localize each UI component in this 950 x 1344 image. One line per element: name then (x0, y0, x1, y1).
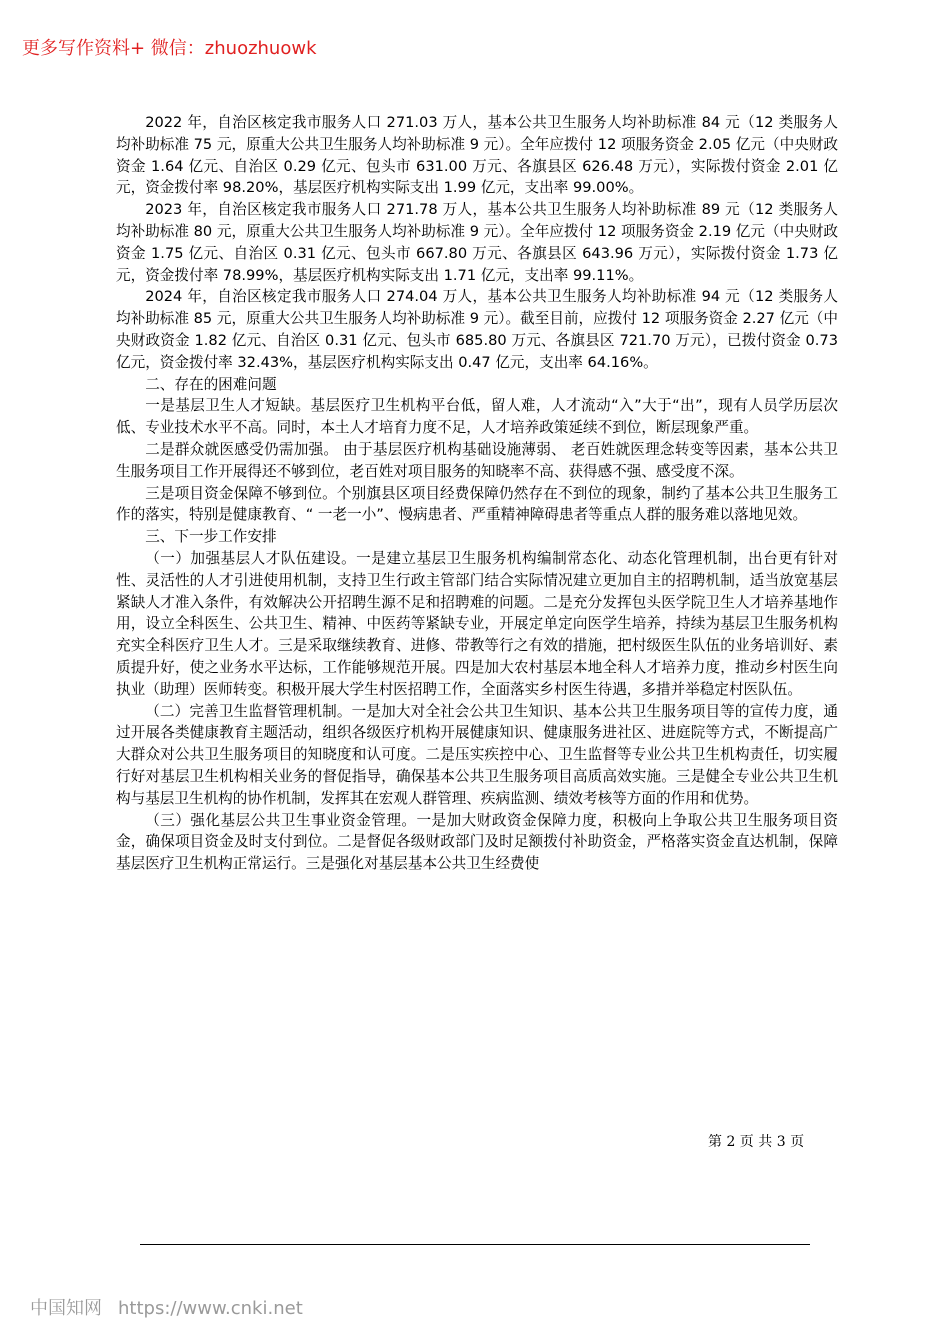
paragraph-problem-perception: 二是群众就医感受仍需加强。 由于基层医疗机构基础设施薄弱、 老百姓就医理念转变等因素，基本公共卫生服务项目工作开展得还不够到位，老百姓对项目服务的知晓率不高、获得感不强、感受度不深。 (116, 440, 838, 480)
section-heading-problems: 二、存在的困难问题 (145, 375, 277, 393)
paragraph-problem-talent: 一是基层卫生人才短缺。基层医疗卫生机构平台低，留人难，人才流动“入”大于“出”，现有人员学历层次低、专业技术水平不高。同时，本土人才培育力度不足，人才培养政策延续不到位，断层现象严重。 (116, 397, 838, 437)
paragraph-2024-funding: 2024 年，自治区核定我市服务人口 274.04 万人，基本公共卫生服务人均补助标准 94 元（12 类服务人均补助标准 85 元，原重大公共卫生服务人均补助标准 9 元）。截至目前，应拨付 12 项服务资金 2.27 亿元（中央财政资金 1.82 亿元、自治区 0.31 亿元、包头市 685.80 万元、各旗县区 721.70 万元），已拨付资金 0.73 亿元，资金拨付率 32.43%，基层医疗机构实际支出 0.47 亿元，支出率 64.16%。 (116, 288, 838, 371)
paragraph-2023-funding: 2023 年，自治区核定我市服务人口 271.78 万人，基本公共卫生服务人均补助标准 89 元（12 类服务人均补助标准 80 元，原重大公共卫生服务人均补助标准 9 元）。全年应拨付 12 项服务资金 2.19 亿元（中央财政资金 1.75 亿元、自治区 0.31 亿元、包头市 667.80 万元、各旗县区 643.96 万元），实际拨付资金 1.73 亿元，资金拨付率 78.99%，基层医疗机构实际支出 1.71 亿元，支出率 99.11%。 (116, 201, 838, 284)
paragraph-next-step-talent: （一）加强基层人才队伍建设。一是建立基层卫生服务机构编制常态化、动态化管理机制，出台更有针对性、灵活性的人才引进使用机制，支持卫生行政主管部门结合实际情况建立更加自主的招聘机制，适当放宽基层紧缺人才准入条件，有效解决公开招聘生源不足和招聘难的问题。二是充分发挥包头医学院卫生人才培养基地作用，设立全科医生、公共卫生、精神、中医药等紧缺专业，开展定单定向医学生培养，持续为基层卫生服务机构充实全科医疗卫生人才。三是采取继续教育、进修、带教等行之有效的措施，把村级医生队伍的业务培训好、素质提升好，使之业务水平达标，工作能够规范开展。四是加大农村基层本地全科人才培养力度，推动乡村医生向执业（助理）医师转变。积极开展大学生村医招聘工作，全面落实乡村医生待遇，多措并举稳定村医队伍。 (116, 549, 838, 698)
watermark-name: 中国知网 (30, 1298, 102, 1319)
document-body (116, 112, 838, 875)
paragraph-next-step-supervision: （二）完善卫生监督管理机制。一是加大对全社会公共卫生知识、基本公共卫生服务项目等的宣传力度，通过开展各类健康教育主题活动，组织各级医疗机构开展健康知识、健康服务进社区、进庭院等方式，不断提高广大群众对公共卫生服务项目的知晓度和认可度。二是压实疾控中心、卫生监督等专业公共卫生机构责任，切实履行好对基层卫生机构相关业务的督促指导，确保基本公共卫生服务项目高质高效实施。三是健全专业公共卫生机构与基层卫生机构的协作机制，发挥其在宏观人群管理、疾病监测、绩效考核等方面的作用和优势。 (116, 702, 838, 807)
footer-divider (140, 1244, 810, 1245)
header-promo-text: 更多写作资料+ 微信：zhuozhuowk (22, 38, 317, 59)
paragraph-problem-funding: 三是项目资金保障不够到位。个别旗县区项目经费保障仍然存在不到位的现象，制约了基本公共卫生服务工作的落实，特别是健康教育、“ 一老一小”、慢病患者、严重精神障碍患者等重点人群的服务难以落地见效。 (116, 484, 838, 524)
page-number: 第 2 页 共 3 页 (708, 1134, 805, 1150)
section-heading-next-steps: 三、下一步工作安排 (145, 528, 277, 546)
paragraph-next-step-funds: （三）强化基层公共卫生事业资金管理。一是加大财政资金保障力度，积极向上争取公共卫生服务项目资金，确保项目资金及时支付到位。二是督促各级财政部门及时足额拨付补助资金，严格落实资金直达机制，保障基层医疗卫生机构正常运行。三是强化对基层基本公共卫生经费使 (116, 811, 838, 873)
watermark-url: https://www.cnki.net (118, 1298, 303, 1319)
paragraph-2022-funding: 2022 年，自治区核定我市服务人口 271.03 万人，基本公共卫生服务人均补助标准 84 元（12 类服务人均补助标准 75 元，原重大公共卫生服务人均补助标准 9 元）。全年应拨付 12 项服务资金 2.05 亿元（中央财政资金 1.64 亿元、自治区 0.29 亿元、包头市 631.00 万元、各旗县区 626.48 万元），实际拨付资金 2.01 亿元，资金拨付率 98.20%，基层医疗机构实际支出 1.99 亿元，支出率 99.00%。 (116, 114, 838, 197)
watermark (30, 1294, 303, 1320)
